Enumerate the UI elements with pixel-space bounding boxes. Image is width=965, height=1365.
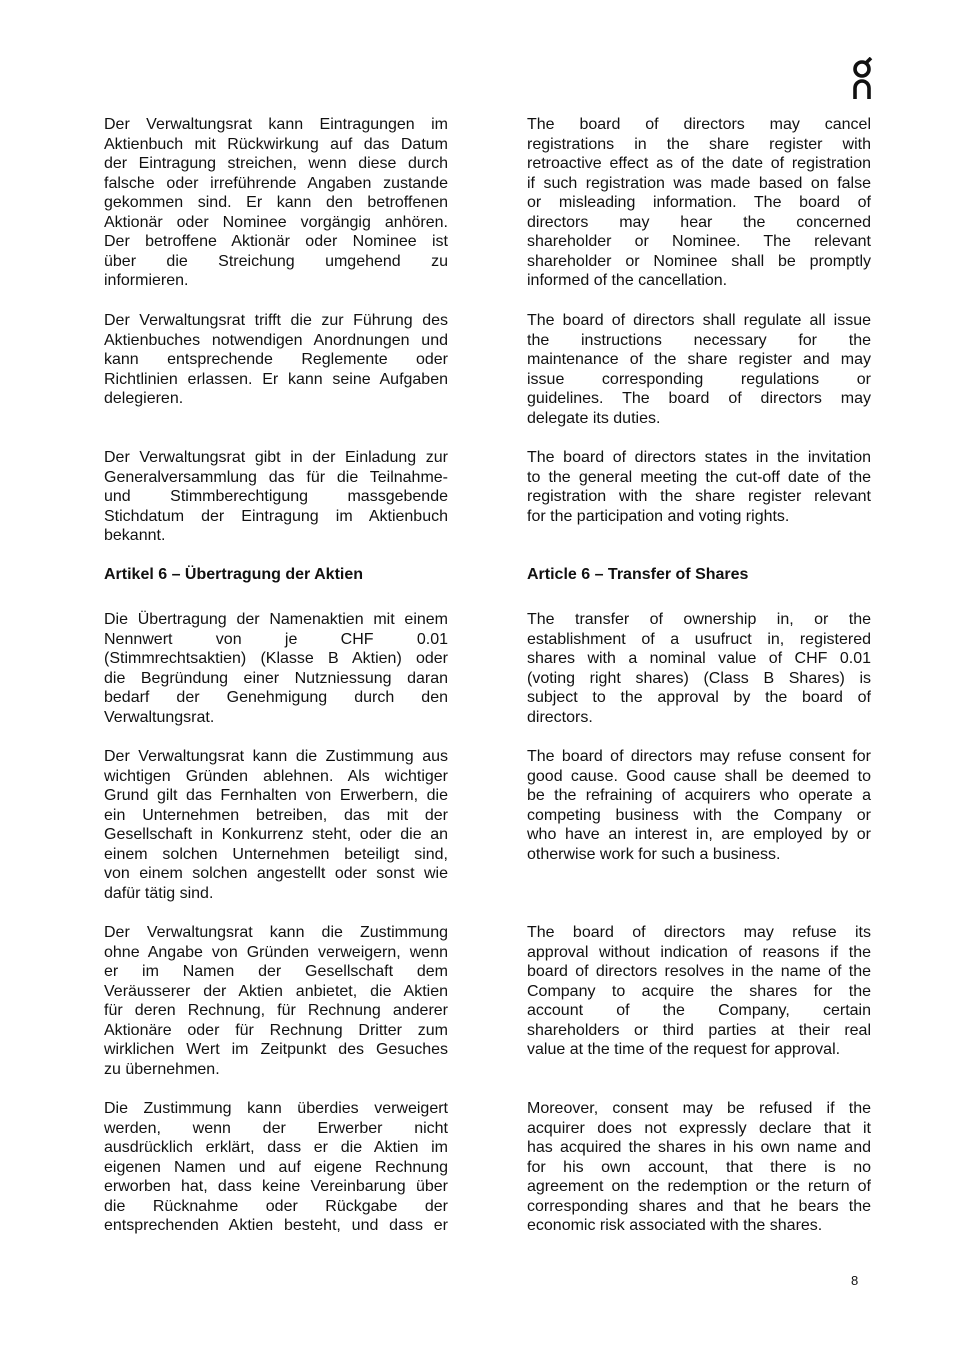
text-line: acquirer does not expressly declare that it (527, 1119, 871, 1137)
text-line: The board of directors may refuse consent for (527, 748, 871, 765)
text-line: or misleading information. The board of (527, 194, 871, 211)
text-line: to the general meeting the cut-off date of the (527, 468, 871, 486)
text-line: wirklichen Wert im Zeitpunkt des Gesuches (104, 1041, 448, 1058)
text-line: Der Verwaltungsrat kann die Zustimmung aus (104, 748, 448, 765)
text-line: wichtigen Gründen ablehnen. Als wichtiger (104, 767, 448, 785)
text-line: zu übernehmen. (104, 1060, 220, 1078)
section-heading (527, 565, 871, 585)
text-line: Der Verwaltungsrat kann die Zustimmung (104, 924, 448, 941)
text-line: directors. (527, 708, 593, 726)
paragraph (104, 1099, 448, 1236)
text-line: Der Verwaltungsrat kann Eintragungen im (104, 116, 448, 133)
text-line: ohne Angabe von Gründen verweigern, wenn (104, 943, 448, 961)
text-line: The board of directors shall regulate all issue (527, 312, 871, 329)
text-line: werden, wenn der Erwerber nicht (104, 1119, 448, 1137)
text-line: bekannt. (104, 527, 166, 544)
text-line: guidelines. The board of directors may (527, 390, 871, 407)
text-line: über die Streichung umgehend zu (104, 252, 448, 270)
text-line: registration with the share register relevant (527, 488, 871, 505)
paragraph (527, 311, 871, 428)
text-line: bedarf der Genehmigung durch den (104, 689, 448, 706)
text-line: Stichdatum der Eintragung im Aktienbuch (104, 507, 448, 525)
text-line: has acquired the shares in his own name and (527, 1139, 871, 1156)
text-line: ausdrücklich erklärt, dass er die Aktien im (104, 1139, 448, 1156)
text-line: delegieren. (104, 390, 184, 407)
text-line: für deren Rechnung, für Rechnung anderer (104, 1002, 448, 1019)
text-line: The board of directors states in the invitation (527, 449, 871, 466)
text-line: Richtlinien erlassen. Er kann seine Aufgaben (104, 370, 448, 388)
text-line: kann entsprechende Reglemente oder (104, 351, 448, 368)
text-line: for the participation and voting rights. (527, 507, 790, 525)
text-line: dafür tätig sind. (104, 884, 214, 902)
text-line: Verwaltungsrat. (104, 708, 215, 726)
text-line: Die Zustimmung kann überdies verweigert (104, 1100, 448, 1117)
text-line: Die Übertragung der Namenaktien mit einem (104, 611, 448, 628)
text-line: shareholders or third parties at their real (527, 1021, 871, 1039)
text-line: Grund gilt das Fernhalten von Erwerbern, die (104, 787, 448, 804)
text-line: shareholder or Nominee. The relevant (527, 233, 871, 250)
text-line: Veräusserer der Aktien anbietet, die Aktien (104, 982, 448, 1000)
text-line: er im Namen der Gesellschaft dem (104, 963, 448, 980)
text-line: Nennwert von je CHF 0.01 (104, 630, 448, 648)
text-line: Der Verwaltungsrat trifft die zur Führung des (104, 312, 448, 329)
paragraph (527, 747, 871, 864)
paragraph (527, 448, 871, 526)
paragraph (104, 115, 448, 291)
text-line: Aktionär oder Nominee vorgängig anhören. (104, 213, 448, 231)
text-line: (voting right shares) (Class B Shares) is (527, 669, 871, 687)
text-line: Gesellschaft in Konkurrenz steht, oder die an (104, 826, 448, 843)
text-line: Article 6 – Transfer of Shares (527, 566, 749, 583)
text-line: von einem solchen angestellt oder sonst wie (104, 865, 448, 882)
text-line: der Eintragung streichen, wenn diese durch (104, 155, 448, 172)
text-line: Company to acquire the shares for the (527, 982, 871, 1000)
text-line: Aktienbuches notwendigen Anordnungen und (104, 331, 448, 349)
text-line: Moreover, consent may be refused if the (527, 1100, 871, 1117)
text-line: informed of the cancellation. (527, 272, 728, 289)
text-line: competing business with the Company or (527, 806, 871, 824)
text-line: Aktienbuch mit Rückwirkung auf das Datum (104, 135, 448, 153)
text-line: agreement on the redemption or the return of (527, 1178, 871, 1195)
text-line: einem solchen Unternehmen beteiligt sind, (104, 845, 448, 863)
paragraph (527, 610, 871, 727)
text-line: eigenen Namen und auf eigene Rechnung (104, 1158, 448, 1176)
text-line: good cause. Good cause shall be deemed to (527, 767, 871, 785)
paragraph (104, 311, 448, 409)
text-line: retroactive effect as of the date of registration (527, 155, 871, 172)
text-line: die Rücknahme oder Rückgabe der (104, 1197, 448, 1215)
text-line: Aktionäre oder für Rechnung Dritter zum (104, 1021, 448, 1039)
text-line: otherwise work for such a business. (527, 845, 781, 863)
text-line: shares with a nominal value of CHF 0.01 (527, 650, 871, 667)
text-line: gekommen sind. Er kann den betroffenen (104, 194, 448, 211)
paragraph (104, 923, 448, 1079)
text-line: value at the time of the request for approval. (527, 1041, 841, 1058)
text-line: Artikel 6 – Übertragung der Aktien (104, 566, 364, 583)
brand-logo (851, 57, 875, 101)
text-line: registrations in the share register with (527, 135, 871, 153)
paragraph (527, 1099, 871, 1236)
text-line: Generalversammlung das für die Teilnahme- (104, 468, 448, 486)
text-line: establishment of a usufruct in, registered (527, 630, 871, 648)
text-line: subject to the approval by the board of (527, 689, 871, 706)
text-line: entsprechenden Aktien besteht, und dass er (104, 1217, 448, 1234)
paragraph (527, 115, 871, 291)
text-line: for his own account, that there is no (527, 1158, 871, 1176)
paragraph (104, 610, 448, 727)
text-line: Der Verwaltungsrat gibt in der Einladung zur (104, 449, 448, 466)
text-line: delegate its duties. (527, 409, 661, 427)
paragraph (104, 747, 448, 903)
section-heading (104, 565, 448, 585)
text-line: ein Unternehmen betreiben, das mit der (104, 806, 448, 824)
text-line: economic risk associated with the shares. (527, 1217, 823, 1234)
text-line: approval without indication of reasons if the (527, 943, 871, 961)
text-line: if such registration was made based on false (527, 174, 871, 192)
text-line: erworben hat, dass keine Vereinbarung über (104, 1178, 448, 1195)
text-line: die Begründung einer Nutzniessung daran (104, 669, 448, 687)
text-line: informieren. (104, 272, 189, 289)
text-line: The board of directors may refuse its (527, 924, 871, 941)
text-line: falsche oder irreführende Angaben zustande (104, 174, 448, 192)
text-line: (Stimmrechtsaktien) (Klasse B Aktien) oder (104, 650, 448, 667)
text-line: Der betroffene Aktionär oder Nominee ist (104, 233, 448, 250)
text-line: und Stimmberechtigung massgebende (104, 488, 448, 505)
paragraph (104, 448, 448, 546)
text-line: The board of directors may cancel (527, 116, 871, 133)
text-line: maintenance of the share register and may (527, 351, 871, 368)
text-line: account of the Company, certain (527, 1002, 871, 1019)
paragraph (527, 923, 871, 1060)
text-line: corresponding shares and that he bears the (527, 1197, 871, 1215)
text-line: board of directors resolves in the name of the (527, 963, 871, 980)
text-line: be the refraining of acquirers who operate a (527, 787, 871, 804)
text-line: The transfer of ownership in, or the (527, 611, 871, 628)
text-line: who have an interest in, are employed by or (527, 826, 871, 843)
text-line: the instructions necessary for the (527, 331, 871, 349)
text-line: directors may hear the concerned (527, 213, 871, 231)
text-line: shareholder or Nominee shall be promptly (527, 252, 871, 270)
text-line: issue corresponding regulations or (527, 370, 871, 388)
page-number: 8 (851, 1273, 859, 1288)
